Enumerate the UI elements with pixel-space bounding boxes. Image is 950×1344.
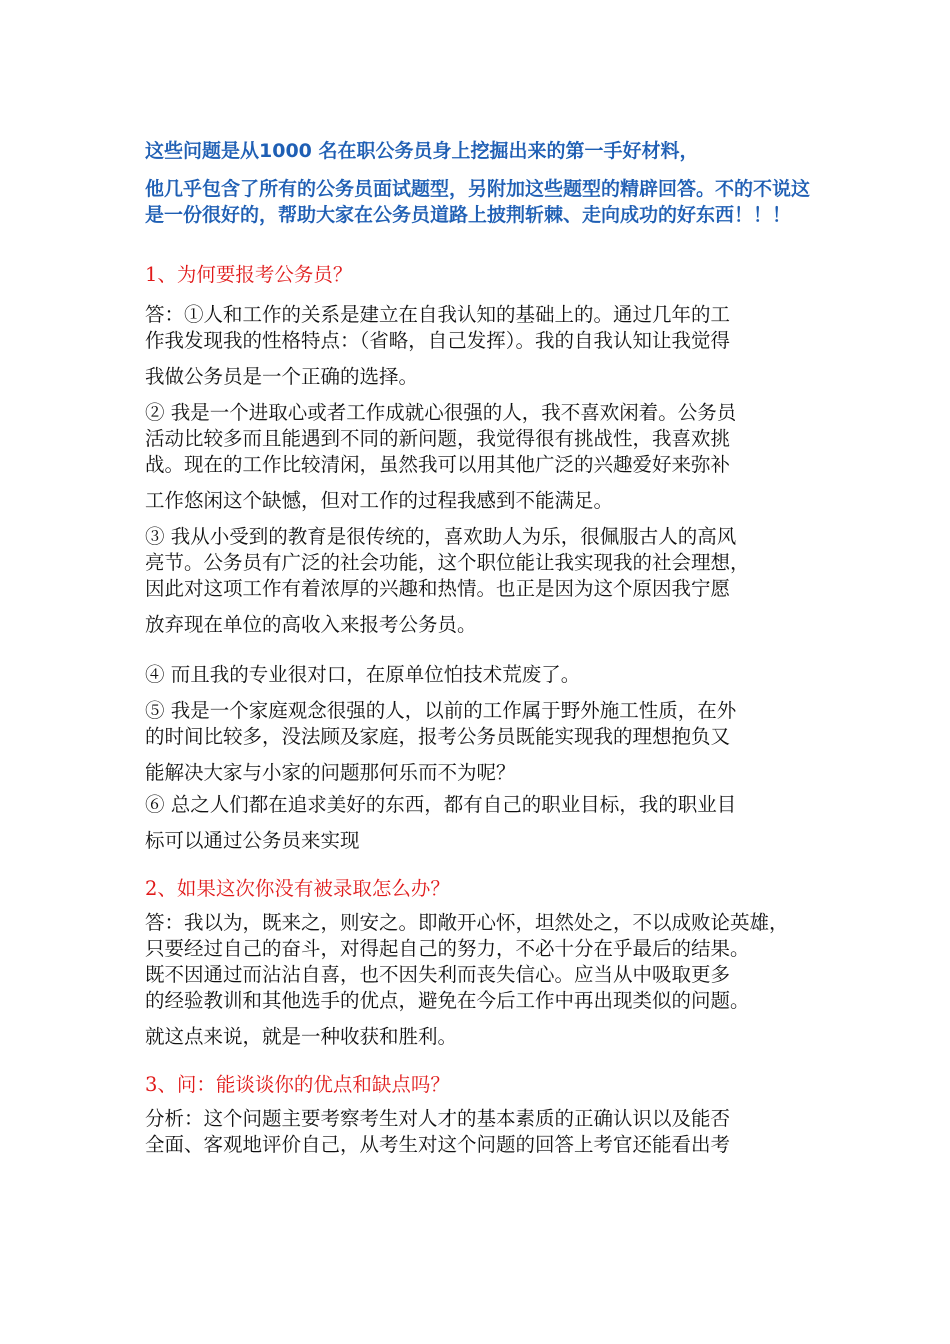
q1-answer-p6-cont: 标可以通过公务员来实现 [145,829,360,852]
q1-answer-p6: ⑥ 总之人们都在追求美好的东西，都有自己的职业目标，我的职业目 [145,793,737,816]
document-content [145,138,825,1158]
q1-answer-p2: ② 我是一个进取心或者工作成就心很强的人，我不喜欢闲着。公务员 活动比较多而且能遇到不同的新问题，我觉得很有挑战性，我喜欢挑 战。现在的工作比较清闲，虽然我可以用其他广泛的兴趣爱好来弥补 [145,401,737,476]
q1-answer-p3-cont: 放弃现在单位的高收入来报考公务员。 [145,613,477,636]
q2-answer-p1: 答：我以为，既来之，则安之。即敞开心怀，坦然处之，不以成败论英雄， 只要经过自己的奋斗，对得起自己的努力，不必十分在乎最后的结果。 既不因通过而沾沾自喜，也不因失利而丧失信心。应当从中吸取更多 的经验教训和其他选手的优点，避免在今后工作中再出现类似的问题。 [145,911,789,1012]
intro-line-1: 这些问题是从1000 名在职公务员身上挖掘出来的第一手好材料， [145,140,699,162]
question-2-title: 2、如果这次你没有被录取怎么办？ [145,877,450,900]
question-1-title: 1、为何要报考公务员？ [145,263,353,286]
q1-answer-p5: ⑤ 我是一个家庭观念很强的人，以前的工作属于野外施工性质，在外 的时间比较多，没法顾及家庭，报考公务员既能实现我的理想抱负又 [145,699,737,748]
q2-answer-p1-cont: 就这点来说，就是一种收获和胜利。 [145,1025,458,1048]
q1-answer-p3: ③ 我从小受到的教育是很传统的，喜欢助人为乐，很佩服古人的高风 亮节。公务员有广泛的社会功能，这个职位能让我实现我的社会理想， 因此对这项工作有着浓厚的兴趣和热情。也正是因为这个原因我宁愿 [145,525,750,600]
q3-analysis-p1: 分析：这个问题主要考察考生对人才的基本素质的正确认识以及能否 全面、客观地评价自己，从考生对这个问题的回答上考官还能看出考 [145,1107,731,1156]
q1-answer-p2-cont: 工作悠闲这个缺憾，但对工作的过程我感到不能满足。 [145,489,614,512]
q1-answer-p1-cont: 我做公务员是一个正确的选择。 [145,365,419,388]
question-3-title: 3、问：能谈谈你的优点和缺点吗？ [145,1073,450,1096]
q1-answer-p1: 答：①人和工作的关系是建立在自我认知的基础上的。通过几年的工 作我发现我的性格特点：（省略，自己发挥）。我的自我认知让我觉得 [145,303,731,352]
intro-line-2: 他几乎包含了所有的公务员面试题型，另附加这些题型的精辟回答。不的不说这是一份很好的，帮助大家在公务员道路上披荆斩棘、走向成功的好东西！！！ [145,178,811,226]
q1-answer-p4: ④ 而且我的专业很对口，在原单位怕技术荒废了。 [145,663,581,686]
q1-answer-p5-cont: 能解决大家与小家的问题那何乐而不为呢？ [145,761,516,784]
